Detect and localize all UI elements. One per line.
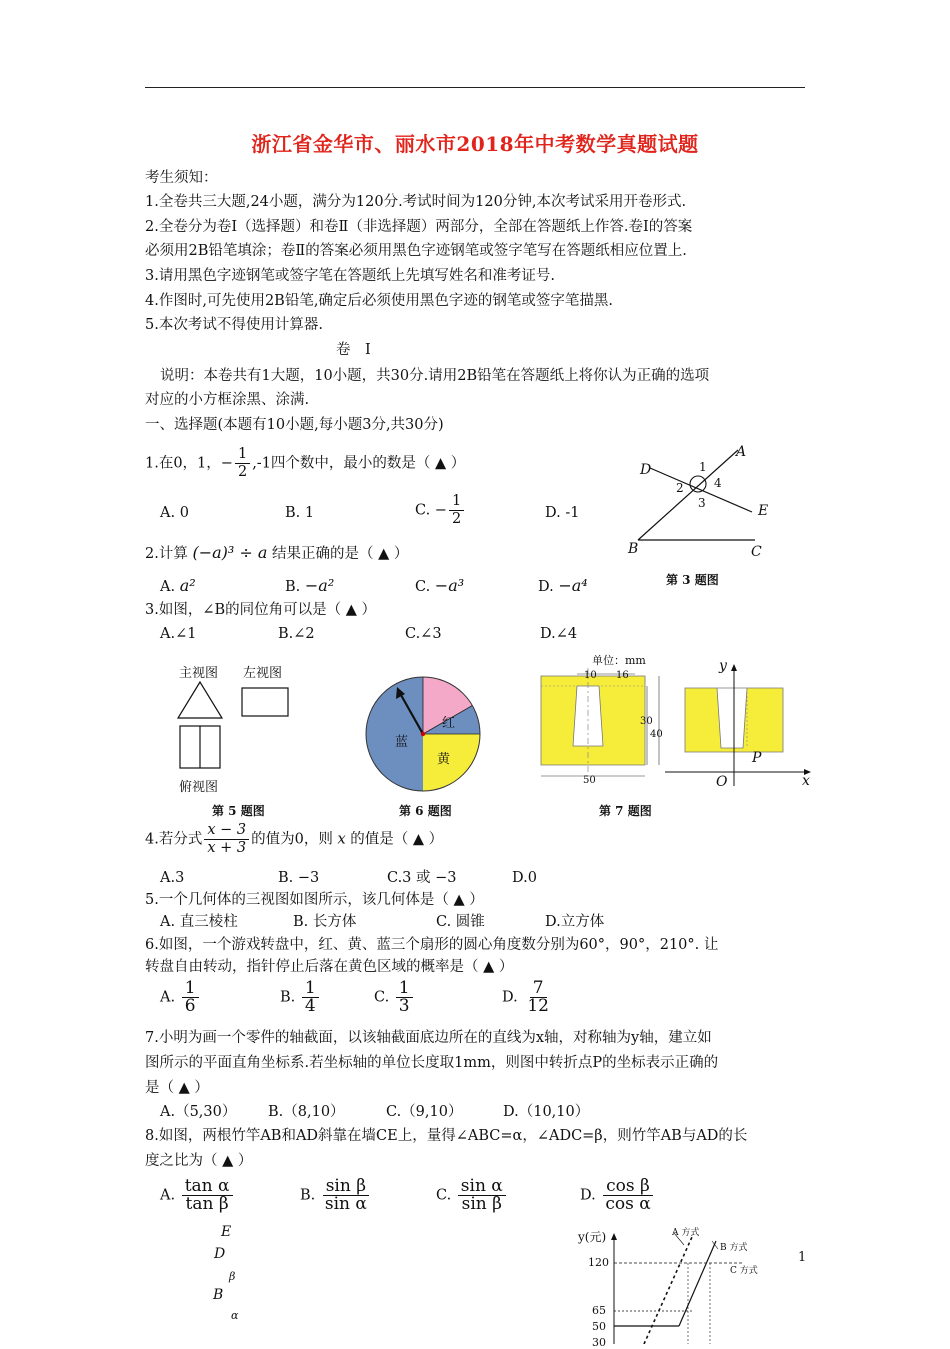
q6-option-b[interactable]: B. $\frac{1}{4}$ (280, 980, 321, 1015)
notice-item: 1.全卷共三大题,24小题，满分为120分.考试时间为120分钟,本次考试采用开卷形式. (145, 194, 687, 210)
q2-option-a[interactable]: A. a² (160, 576, 196, 595)
q8-option-b[interactable]: B. $\frac{\text{sin β}}{\text{sin α}}$ (300, 1178, 372, 1213)
figure-5-three-views (170, 678, 300, 778)
fig9-tick-65: 65 (592, 1304, 606, 1317)
question-5-stem: 5.一个几何体的三视图如图所示，该几何体是（ ▲ ） (145, 892, 484, 908)
fig5-top-view-label: 俯视图 (179, 780, 219, 795)
header-rule (145, 87, 805, 88)
q2-option-b[interactable]: B. −a² (285, 576, 335, 595)
fig9-c-way-label: C 方式 (730, 1266, 758, 1276)
q8-option-c[interactable]: C. $\frac{\text{sin α}}{\text{sin β}}$ (436, 1178, 508, 1213)
figure-6-caption: 第 6 题图 (399, 804, 452, 818)
notice-heading: 考生须知： (145, 170, 218, 186)
fig3-label-b: B (628, 541, 639, 557)
q4-option-d[interactable]: D.0 (512, 870, 537, 886)
question-7-stem: 是（ ▲ ） (145, 1080, 209, 1096)
q7-option-c[interactable]: C.（9,10） (386, 1104, 463, 1120)
fig9-y-axis-label: y(元) (578, 1230, 607, 1244)
q4-option-b[interactable]: B. −3 (278, 870, 320, 886)
q3-option-a[interactable]: A.∠1 (160, 626, 197, 642)
fig5-left-view-label: 左视图 (243, 666, 283, 681)
q3-option-c[interactable]: C.∠3 (405, 626, 442, 642)
q5-option-a[interactable]: A. 直三棱柱 (160, 914, 238, 930)
fig3-angle-4: 4 (714, 476, 722, 490)
question-8-stem: 度之比为（ ▲ ） (145, 1153, 253, 1169)
fig7-dim-16: 16 (616, 670, 629, 681)
page-number: 1 (798, 1250, 807, 1265)
spinner-yellow-sector (423, 734, 480, 791)
q7-option-a[interactable]: A.（5,30） (160, 1104, 237, 1120)
notice-item: 2.全卷分为卷Ⅰ（选择题）和卷Ⅱ（非选择题）两部分，全部在答题纸上作答.卷Ⅰ的答案 (145, 219, 693, 235)
fig7-y-axis-label: y (719, 658, 727, 674)
fig8-label-b: B (213, 1287, 224, 1303)
notice-item: 5.本次考试不得使用计算器. (145, 317, 323, 333)
fig3-label-e: E (758, 503, 769, 519)
figure-9-cost-graph (584, 1225, 784, 1344)
fig7-dim-10: 10 (584, 670, 597, 681)
volume-desc: 说明：本卷共有1大题，10小题，共30分.请用2B铅笔在答题纸上将你认为正确的选项 (160, 368, 710, 384)
q8-option-a[interactable]: A. $\frac{\text{tan α}}{\text{tan β}}$ (160, 1178, 235, 1213)
q4-option-a[interactable]: A.3 (160, 870, 185, 886)
fig3-angle-1: 1 (699, 460, 707, 474)
q8-option-d[interactable]: D. $\frac{\text{cos β}}{\text{cos α}}$ (580, 1178, 656, 1213)
fig8-label-beta: β (229, 1270, 236, 1283)
notice-item: 3.请用黑色字迹钢笔或签字笔在答题纸上先填写姓名和准考证号. (145, 268, 555, 284)
fig6-yellow-label: 黄 (437, 752, 451, 767)
fig9-b-way-label: B 方式 (720, 1243, 748, 1253)
fig8-label-d: D (214, 1246, 226, 1262)
q6-option-c[interactable]: C. $\frac{1}{3}$ (374, 980, 415, 1015)
question-3-stem: 3.如图，∠B的同位角可以是（ ▲ ） (145, 602, 377, 618)
fig7-origin-label: O (716, 774, 728, 790)
fig7-unit: 单位：mm (592, 654, 646, 667)
question-7-stem: 图所示的平面直角坐标系.若坐标轴的单位长度取1mm，则图中转折点P的坐标表示正确的 (145, 1055, 719, 1071)
figure-6-spinner (364, 675, 482, 793)
figure-7-part-section (535, 662, 815, 792)
q1-option-b[interactable]: B. 1 (285, 505, 315, 521)
fig8-label-e: E (221, 1224, 232, 1240)
volume-title: 卷 Ⅰ (336, 342, 371, 358)
fig7-dim-50: 50 (583, 775, 596, 786)
fig9-a-way-label: A 方式 (672, 1228, 700, 1238)
q1-option-a[interactable]: A. 0 (160, 505, 189, 521)
fig3-label-a: A (736, 444, 747, 460)
figure-5-caption: 第 5 题图 (212, 804, 265, 818)
q4-option-c[interactable]: C.3 或 −3 (387, 870, 457, 886)
fig6-red-label: 红 (442, 716, 456, 731)
fig6-blue-label: 蓝 (395, 735, 409, 750)
q3-option-b[interactable]: B.∠2 (278, 626, 315, 642)
q1-option-d[interactable]: D. -1 (545, 505, 580, 521)
question-1-stem: 1.在0，1，− $\frac{1}{2}$ ,-1四个数中，最小的数是（ ▲ ） (145, 446, 466, 480)
fig3-angle-2: 2 (676, 481, 684, 495)
page-title: 浙江省金华市、丽水市2018年中考数学真题试题 (251, 132, 699, 156)
q5-option-c[interactable]: C. 圆锥 (436, 914, 485, 930)
question-6-stem: 6.如图，一个游戏转盘中，红、黄、蓝三个扇形的圆心角度数分别为60°，90°，210°. 让 (145, 937, 719, 953)
q1-option-c[interactable]: C. − $\frac{1}{2}$ (415, 493, 466, 528)
fig8-label-alpha: α (231, 1309, 239, 1322)
figure-7-caption: 第 7 题图 (599, 804, 652, 818)
notice-item: 4.作图时,可先使用2B铅笔,确定后必须使用黑色字迹的钢笔或签字笔描黑. (145, 293, 614, 309)
q3-option-d[interactable]: D.∠4 (540, 626, 578, 642)
question-7-stem: 7.小明为画一个零件的轴截面，以该轴截面底边所在的直线为x轴，对称轴为y轴，建立如 (145, 1030, 712, 1046)
fig3-label-c: C (751, 544, 762, 560)
q6-option-a[interactable]: A. $\frac{1}{6}$ (160, 980, 201, 1015)
fig9-tick-50: 50 (592, 1320, 606, 1333)
fig7-point-p-label: P (752, 750, 762, 766)
fig7-x-axis-label: x (802, 773, 810, 789)
q7-option-b[interactable]: B.（8,10） (268, 1104, 345, 1120)
fig7-dim-30: 30 (640, 716, 653, 727)
notice-item: 必须用2B铅笔填涂；卷Ⅱ的答案必须用黑色字迹钢笔或签字笔写在答题纸相应位置上. (145, 243, 687, 259)
figure-3-caption: 第 3 题图 (666, 573, 719, 587)
q2-option-d[interactable]: D. −a⁴ (538, 576, 588, 595)
fig3-angle-3: 3 (698, 496, 706, 510)
q2-option-c[interactable]: C. −a³ (415, 576, 465, 595)
q5-option-d[interactable]: D.立方体 (545, 914, 605, 930)
q2-expression: (−a)³ ÷ a (192, 543, 268, 562)
fig9-tick-30: 30 (592, 1336, 606, 1349)
fig7-dim-40: 40 (650, 729, 663, 740)
q6-option-d[interactable]: D. $\frac{7}{12}$ (502, 978, 549, 1016)
question-4-stem: 4.若分式 $\frac{x - 3}{x + 3}$ 的值为0，则 x 的值是（ ▲ ） (145, 822, 444, 856)
volume-desc: 对应的小方框涂黑、涂满. (145, 392, 310, 408)
q7-option-d[interactable]: D.（10,10） (503, 1104, 590, 1120)
q5-option-b[interactable]: B. 长方体 (293, 914, 357, 930)
fig3-label-d: D (640, 462, 652, 478)
fig9-tick-120: 120 (588, 1256, 609, 1269)
question-6-stem: 转盘自由转动，指针停止后落在黄色区域的概率是（ ▲ ） (145, 959, 514, 975)
fig5-front-view-label: 主视图 (179, 666, 219, 681)
question-2-stem: 2.计算 (−a)³ ÷ a 结果正确的是（ ▲ ） (145, 543, 409, 562)
question-8-stem: 8.如图，两根竹竿AB和AD斜靠在墙CE上，量得∠ABC=α，∠ADC=β，则竹竿AB与AD的长 (145, 1128, 748, 1144)
section-heading: 一、选择题(本题有10小题,每小题3分,共30分) (145, 417, 444, 433)
